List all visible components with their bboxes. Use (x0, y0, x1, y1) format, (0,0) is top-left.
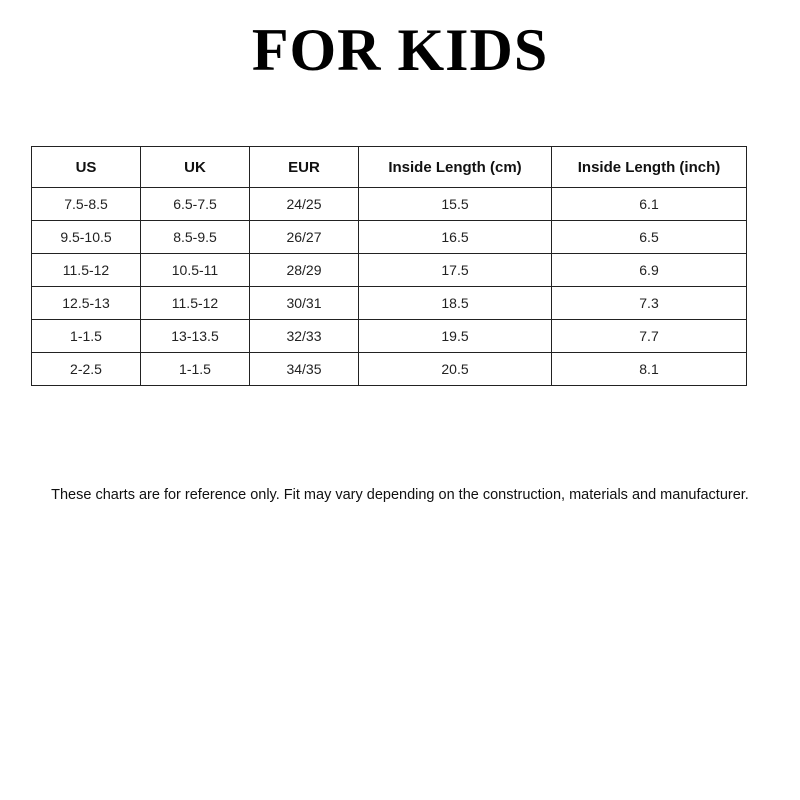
cell-length-inch: 6.9 (552, 254, 747, 287)
cell-length-cm: 16.5 (359, 221, 552, 254)
table-row (32, 353, 747, 386)
cell-us: 7.5-8.5 (32, 188, 141, 221)
cell-us: 2-2.5 (32, 353, 141, 386)
table-row (32, 320, 747, 353)
table-row (32, 188, 747, 221)
cell-uk: 1-1.5 (141, 353, 250, 386)
header-us: US (32, 147, 141, 188)
cell-length-inch: 6.1 (552, 188, 747, 221)
cell-eur: 32/33 (250, 320, 359, 353)
cell-length-inch: 7.7 (552, 320, 747, 353)
cell-uk: 13-13.5 (141, 320, 250, 353)
cell-us: 9.5-10.5 (32, 221, 141, 254)
cell-uk: 11.5-12 (141, 287, 250, 320)
size-chart-table (31, 146, 747, 386)
cell-uk: 8.5-9.5 (141, 221, 250, 254)
cell-uk: 10.5-11 (141, 254, 250, 287)
cell-length-inch: 7.3 (552, 287, 747, 320)
header-uk: UK (141, 147, 250, 188)
cell-eur: 24/25 (250, 188, 359, 221)
header-inside-length-inch: Inside Length (inch) (552, 147, 747, 188)
cell-us: 11.5-12 (32, 254, 141, 287)
cell-length-cm: 19.5 (359, 320, 552, 353)
cell-eur: 26/27 (250, 221, 359, 254)
cell-length-cm: 17.5 (359, 254, 552, 287)
cell-length-cm: 18.5 (359, 287, 552, 320)
cell-length-cm: 20.5 (359, 353, 552, 386)
cell-length-inch: 6.5 (552, 221, 747, 254)
cell-eur: 30/31 (250, 287, 359, 320)
cell-length-inch: 8.1 (552, 353, 747, 386)
table-header-row (32, 147, 747, 188)
header-eur: EUR (250, 147, 359, 188)
cell-us: 12.5-13 (32, 287, 141, 320)
table-row (32, 254, 747, 287)
page-title: FOR KIDS (251, 17, 549, 83)
cell-eur: 34/35 (250, 353, 359, 386)
cell-length-cm: 15.5 (359, 188, 552, 221)
cell-us: 1-1.5 (32, 320, 141, 353)
header-inside-length-cm: Inside Length (cm) (359, 147, 552, 188)
table-row (32, 221, 747, 254)
cell-eur: 28/29 (250, 254, 359, 287)
cell-uk: 6.5-7.5 (141, 188, 250, 221)
table-row (32, 287, 747, 320)
disclaimer-note: These charts are for reference only. Fit may vary depending on the construction, materials and manufacturer. (51, 487, 749, 503)
